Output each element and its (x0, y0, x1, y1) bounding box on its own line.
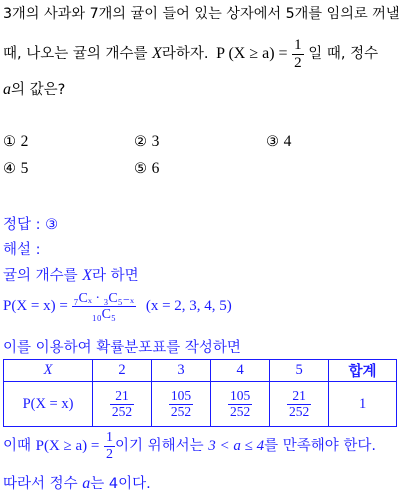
fraction-numerator: ₇Cₓ · ₃C₅₋ₓ (73, 290, 135, 306)
variable-x: X (82, 267, 93, 284)
cell-fraction (110, 389, 134, 420)
probability-distribution-table (3, 359, 397, 427)
choice-marker: ③ (266, 134, 279, 150)
table-row-label: P(X = x) (4, 382, 93, 427)
final-answer-line (3, 472, 151, 493)
condition-fraction (104, 430, 115, 462)
answer-value: ③ (45, 217, 59, 233)
formula-fraction (72, 291, 137, 323)
choice-1[interactable] (3, 133, 28, 151)
choice-marker: ④ (3, 161, 16, 177)
choice-5[interactable] (134, 160, 159, 178)
problem-text-mid: 라하자. (161, 46, 209, 62)
fraction-numerator: 1 (294, 37, 302, 53)
choice-value: 4 (283, 133, 292, 150)
problem-text-after: 일 때, 정수 (308, 46, 379, 62)
condition-inequality: 3 < a ≤ 4 (208, 438, 265, 454)
solution-text-after: 라 하면 (92, 268, 139, 284)
fraction-denominator: 2 (106, 446, 113, 462)
fraction-numerator: 21 (287, 389, 311, 405)
problem-line-1: 3개의 사과와 7개의 귤이 들어 있는 상자에서 5개를 임의로 꺼낼 (3, 6, 400, 22)
choice-marker: ① (3, 134, 16, 150)
problem-text-before: 때, 나오는 귤의 개수를 (3, 46, 148, 62)
table-header-cell: X (4, 360, 93, 382)
table-header-cell: 2 (93, 360, 152, 382)
fraction-numerator: 21 (110, 389, 134, 405)
problem-line-3 (3, 78, 65, 99)
choice-2[interactable] (134, 133, 159, 151)
choice-3[interactable] (266, 133, 291, 151)
choice-value: 2 (20, 133, 29, 150)
fraction-denominator: 252 (170, 403, 192, 419)
fraction-numerator: 105 (229, 387, 251, 403)
answer-line (3, 213, 58, 234)
table-header-row (4, 360, 397, 382)
condition-text-before: 이때 (3, 438, 32, 454)
table-header-cell: 3 (152, 360, 211, 382)
table-total-cell: 1 (329, 382, 397, 427)
fraction-denominator: 2 (294, 54, 302, 71)
variable-a: a (3, 81, 11, 98)
condition-text-mid: 이기 위해서는 (115, 438, 204, 454)
formula-lhs: P(X = x) = (3, 298, 68, 314)
variable-x: X (152, 45, 162, 62)
final-text-before: 따라서 정수 (3, 476, 78, 492)
choice-value: 3 (151, 133, 160, 150)
table-header-cell: 5 (270, 360, 329, 382)
table-cell (270, 382, 329, 427)
variable-a: a (82, 475, 91, 492)
table-cell (152, 382, 211, 427)
fraction-denominator: 252 (288, 403, 310, 419)
choice-marker: ⑤ (134, 161, 147, 177)
cell-fraction (287, 389, 311, 420)
table-header-total: 합계 (329, 360, 397, 382)
choice-value: 5 (20, 160, 29, 177)
probability-fraction (292, 37, 304, 71)
formula-domain: (x = 2, 3, 4, 5) (145, 298, 232, 314)
cell-fraction (169, 389, 193, 420)
choice-value: 6 (151, 160, 160, 177)
condition-expression: P(X ≥ a) = (35, 438, 100, 454)
solution-text-before: 귤의 개수를 (3, 268, 78, 284)
cell-fraction (228, 389, 252, 420)
choice-marker: ② (134, 134, 147, 150)
probability-formula (3, 287, 232, 325)
condition-text-after: 를 만족해야 한다. (264, 438, 377, 454)
table-value-row (4, 382, 397, 427)
table-intro: 이를 이용하여 확률분포표를 작성하면 (3, 340, 241, 356)
fraction-numerator: 105 (170, 387, 192, 403)
table-cell (211, 382, 270, 427)
fraction-denominator: 252 (229, 403, 251, 419)
solution-line-1 (3, 264, 139, 285)
choice-4[interactable] (3, 160, 28, 178)
fraction-denominator: ₁₀C₅ (91, 307, 116, 323)
fraction-numerator: 1 (106, 430, 113, 446)
final-text-after: 는 4이다. (90, 476, 151, 492)
explanation-label: 해설 : (3, 242, 41, 258)
probability-expression: P (X ≥ a) = (216, 45, 288, 62)
table-cell (93, 382, 152, 427)
answer-label: 정답 : (3, 217, 41, 233)
problem-text-question: 의 값은? (11, 82, 66, 98)
problem-line-2 (3, 34, 378, 74)
table-header-cell: 4 (211, 360, 270, 382)
condition-line (3, 427, 376, 465)
fraction-denominator: 252 (111, 403, 133, 419)
